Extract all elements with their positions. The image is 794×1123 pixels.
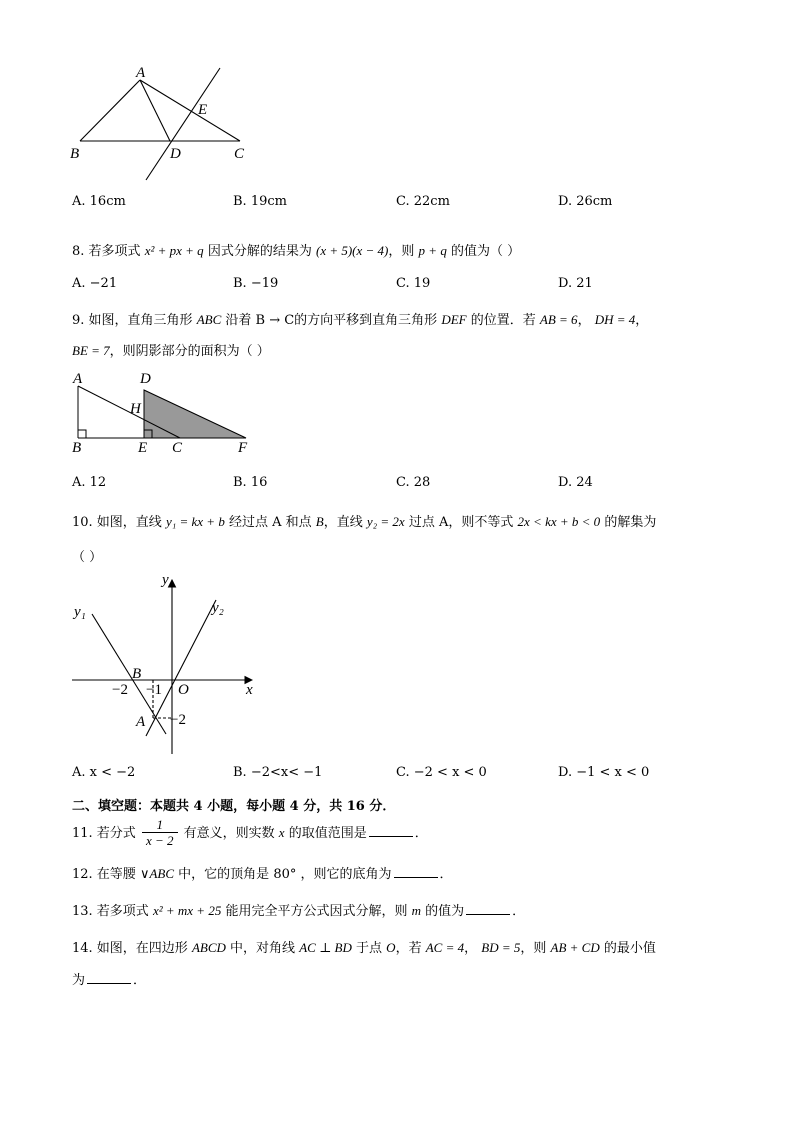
fraction: $\frac{1}{x - 2}$	[142, 818, 178, 849]
question-12: 12. 在等腰 ∨ABC 中，它的顶角是 80° ，则它的底角为 ．	[72, 866, 453, 882]
q9-option-c[interactable]: C. 28	[396, 475, 431, 490]
section-heading: 二、填空题：本题共 4 小题，每小题 4 分，共 16 分．	[72, 799, 396, 814]
answer-blank[interactable]	[394, 867, 438, 878]
q8-option-c[interactable]: C. 19	[396, 276, 431, 291]
tick-neg1: −1	[146, 682, 162, 698]
label-a: A	[136, 65, 146, 81]
label-a: A	[73, 371, 83, 387]
q9-option-a[interactable]: A. 12	[72, 475, 107, 490]
question-13: 13. 若多项式 x² + mx + 25 能用完全平方公式因式分解，则 m 的值为 ．	[72, 903, 526, 919]
label-b: B	[72, 440, 82, 456]
translated-triangles-figure-q9	[66, 370, 266, 460]
label-y1: y₁	[74, 604, 86, 620]
label-a: A	[136, 714, 146, 730]
q10-option-c[interactable]: C. −2 < x < 0	[396, 765, 487, 780]
q10-option-b[interactable]: B. −2<x< −1	[233, 765, 323, 780]
question-11: 11. 若分式 $\frac{1}{x - 2}$ 有意义，则实数 x 的取值范围是 ．	[72, 817, 428, 848]
label-y2: y₂	[212, 600, 224, 616]
q7-option-b[interactable]: B. 19cm	[233, 194, 287, 209]
label-e: E	[198, 102, 208, 118]
answer-blank[interactable]	[369, 826, 413, 837]
q9-option-d[interactable]: D. 24	[558, 475, 593, 490]
q8-option-a[interactable]: A. −21	[72, 276, 118, 291]
q9-option-b[interactable]: B. 16	[233, 475, 268, 490]
q8-option-b[interactable]: B. −19	[233, 276, 279, 291]
label-y-axis: y	[162, 572, 169, 588]
answer-blank[interactable]	[87, 973, 131, 984]
label-c: C	[172, 440, 183, 456]
question-9-line1: 9. 如图，直角三角形 ABC 沿着 B → C的方向平移到直角三角形 DEF 的位置．若 AB = 6， DH = 4，	[72, 312, 649, 328]
label-b: B	[70, 146, 80, 162]
q8-option-d[interactable]: D. 21	[558, 276, 593, 291]
label-x-axis: x	[246, 682, 253, 698]
q7-option-c[interactable]: C. 22cm	[396, 194, 450, 209]
q7-option-a[interactable]: A. 16cm	[72, 194, 126, 209]
label-b: B	[132, 666, 142, 682]
triangle-figure-q7	[60, 58, 260, 188]
question-8: 8. 若多项式 x² + px + q 因式分解的结果为 (x + 5)(x − 4)，则 p + q 的值为（ ）	[72, 243, 521, 259]
q7-option-d[interactable]: D. 26cm	[558, 194, 613, 209]
label-h: H	[130, 401, 141, 417]
label-f: F	[238, 440, 248, 456]
label-e: E	[138, 440, 148, 456]
q10-option-a[interactable]: A. x < −2	[72, 765, 136, 780]
question-10-line1: 10. 如图，直线 y₁ = kx + b 经过点 A 和点 B，直线 y₂ = 2x 过点 A，则不等式 2x < kx + b < 0 的解集为	[72, 514, 657, 530]
question-14-line1: 14. 如图，在四边形 ABCD 中，对角线 AC ⊥ BD 于点 O，若 AC = 4， BD = 5，则 AB + CD 的最小值	[72, 940, 656, 956]
label-d: D	[140, 371, 151, 387]
tick-y-neg2: −2	[170, 712, 186, 728]
q10-option-d[interactable]: D. −1 < x < 0	[558, 765, 650, 780]
question-14-line2: 为 ．	[72, 973, 147, 988]
question-9-line2: BE = 7，则阴影部分的面积为（ ）	[72, 343, 270, 359]
question-10-paren: （ ）	[72, 550, 103, 565]
answer-blank[interactable]	[466, 904, 510, 915]
coordinate-graph-q10	[66, 572, 266, 762]
label-c: C	[234, 146, 245, 162]
label-d: D	[170, 146, 181, 162]
tick-neg2: −2	[112, 682, 128, 698]
label-o: O	[178, 682, 189, 698]
